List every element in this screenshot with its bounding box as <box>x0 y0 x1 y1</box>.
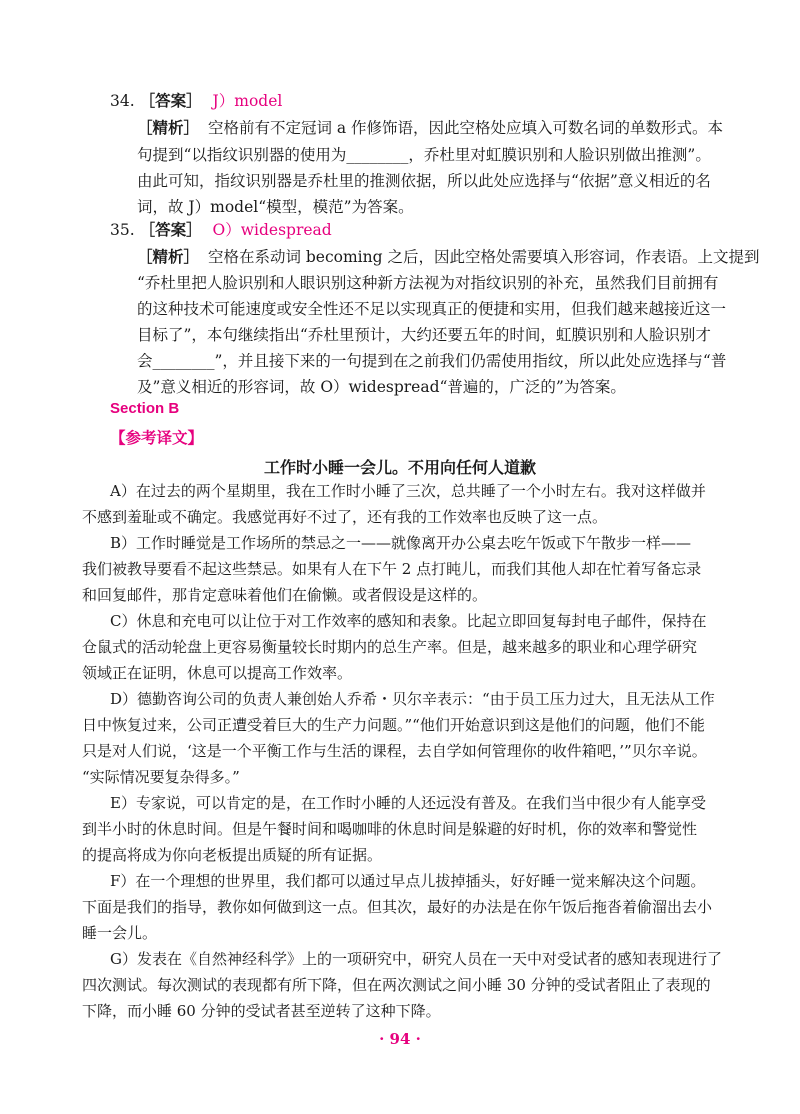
q35-analysis-text-1: 空格在系动词 becoming 之后，因此空格处需要填入形容词，作表语。上文提到 <box>207 248 760 266</box>
paragraph-g-line-2: 四次测试。每次测试的表现都有所下降，但在两次测试之间小睡 30 分钟的受试者阻止了表现的 <box>82 976 711 994</box>
q34-analysis-text-1: 空格前有不定冠词 a 作修饰语，因此空格处应填入可数名词的单数形式。本 <box>207 119 724 137</box>
q35-answer: O）widespread <box>212 221 332 239</box>
q34-analysis-line-4: 词，故 J）model“模型，模范”为答案。 <box>137 198 414 216</box>
paragraph-e-line-1: E）专家说，可以肯定的是，在工作时小睡的人还远没有普及。在我们当中很少有人能享受 <box>110 794 706 812</box>
page-number: · 94 · <box>379 1030 421 1048</box>
section-heading: Section B <box>110 400 180 417</box>
paragraph-d-line-4: “实际情况要复杂得多。” <box>82 768 240 786</box>
q35-analysis-tag: ［精析］ <box>137 247 200 266</box>
q34-number: 34. <box>110 92 135 110</box>
paragraph-f-line-1: F）在一个理想的世界里，我们都可以通过早点儿拔掉插头，好好睡一觉来解决这个问题。 <box>110 872 706 890</box>
paragraph-g-line-3: 下降，而小睡 60 分钟的受试者甚至逆转了这种下降。 <box>82 1002 441 1020</box>
q34-analysis-line-1 <box>137 117 723 139</box>
paragraph-d-line-1: D）德勤咨询公司的负责人兼创始人乔希・贝尔辛表示：“由于员工压力过大，且无法从工作 <box>110 690 715 708</box>
paragraph-c-line-1: C）休息和充电可以让位于对工作效率的感知和表象。比起立即回复每封电子邮件，保持在 <box>110 612 707 630</box>
q35-header <box>110 219 332 241</box>
paragraph-b-line-1: B）工作时睡觉是工作场所的禁忌之一——就像离开办公桌去吃午饭或下午散步一样—— <box>110 534 692 552</box>
q35-analysis-line-2: “乔杜里把人脸识别和人眼识别这种新方法视为对指纹识别的补充，虽然我们目前拥有 <box>137 274 719 292</box>
q35-analysis-line-3: 的这种技术可能速度或安全性还不足以实现真正的便捷和实用，但我们越来越接近这一 <box>137 300 727 318</box>
paragraph-b-line-3: 和回复邮件，那肯定意味着他们在偷懒。或者假设是这样的。 <box>82 586 488 604</box>
q35-answer-tag: ［答案］ <box>139 220 202 239</box>
q34-answer-tag: ［答案］ <box>139 91 202 110</box>
paragraph-e-line-3: 的提高将成为你向老板提出质疑的所有证据。 <box>82 846 383 864</box>
q35-analysis-line-1 <box>137 246 759 268</box>
q35-analysis-line-4: 目标了”，本句继续指出“乔杜里预计，大约还要五年的时间，虹膜识别和人脸识别才 <box>137 326 711 344</box>
q34-analysis-line-3: 由此可知，指纹识别器是乔杜里的推测依据，所以此处应选择与“依据”意义相近的名 <box>137 172 711 190</box>
q35-analysis-line-6: 及”意义相近的形容词，故 O）widespread“普遍的，广泛的”为答案。 <box>137 378 626 396</box>
paragraph-g-line-1: G）发表在《自然神经科学》上的一项研究中，研究人员在一天中对受试者的感知表现进行了 <box>110 950 722 968</box>
q34-header <box>110 90 282 112</box>
paragraph-d-line-3: 只是对人们说，‘这是一个平衡工作与生活的课程，去自学如何管理你的收件箱吧，’”贝尔辛说。 <box>82 742 707 760</box>
q34-analysis-line-2: 句提到“以指纹识别器的使用为________，乔杜里对虹膜识别和人脸识别做出推测”。 <box>137 146 711 164</box>
reference-translation-label: 【参考译文】 <box>110 428 204 447</box>
paragraph-c-line-2: 仓鼠式的活动轮盘上更容易衡量较长时期内的总生产率。但是，越来越多的职业和心理学研究 <box>82 638 698 656</box>
paragraph-f-line-3: 睡一会儿。 <box>82 924 158 942</box>
paragraph-f-line-2: 下面是我们的指导，教你如何做到这一点。但其次，最好的办法是在你午饭后拖沓着偷溜出去小 <box>82 898 713 916</box>
q35-analysis-line-5: 会________”，并且接下来的一句提到在之前我们仍需使用指纹，所以此处应选择与“普 <box>137 352 727 370</box>
paragraph-c-line-3: 领域正在证明，休息可以提高工作效率。 <box>82 664 353 682</box>
q34-answer: J）model <box>212 92 283 110</box>
q35-number: 35. <box>110 221 135 239</box>
paragraph-a-line-1: A）在过去的两个星期里，我在工作时小睡了三次，总共睡了一个小时左右。我对这样做并 <box>110 482 706 500</box>
article-title: 工作时小睡一会儿。不用向任何人道歉 <box>263 458 536 477</box>
paragraph-d-line-2: 日中恢复过来，公司正遭受着巨大的生产力问题。”“他们开始意识到这是他们的问题，他们不能 <box>82 716 705 734</box>
paragraph-a-line-2: 不感到羞耻或不确定。我感觉再好不过了，还有我的工作效率也反映了这一点。 <box>82 508 608 526</box>
q34-analysis-tag: ［精析］ <box>137 118 200 137</box>
paragraph-e-line-2: 到半小时的休息时间。但是午餐时间和喝咖啡的休息时间是躲避的好时机，你的效率和警觉性 <box>82 820 698 838</box>
paragraph-b-line-2: 我们被教导要看不起这些禁忌。如果有人在下午 2 点打盹儿，而我们其他人却在忙着写备忘录 <box>82 560 702 578</box>
